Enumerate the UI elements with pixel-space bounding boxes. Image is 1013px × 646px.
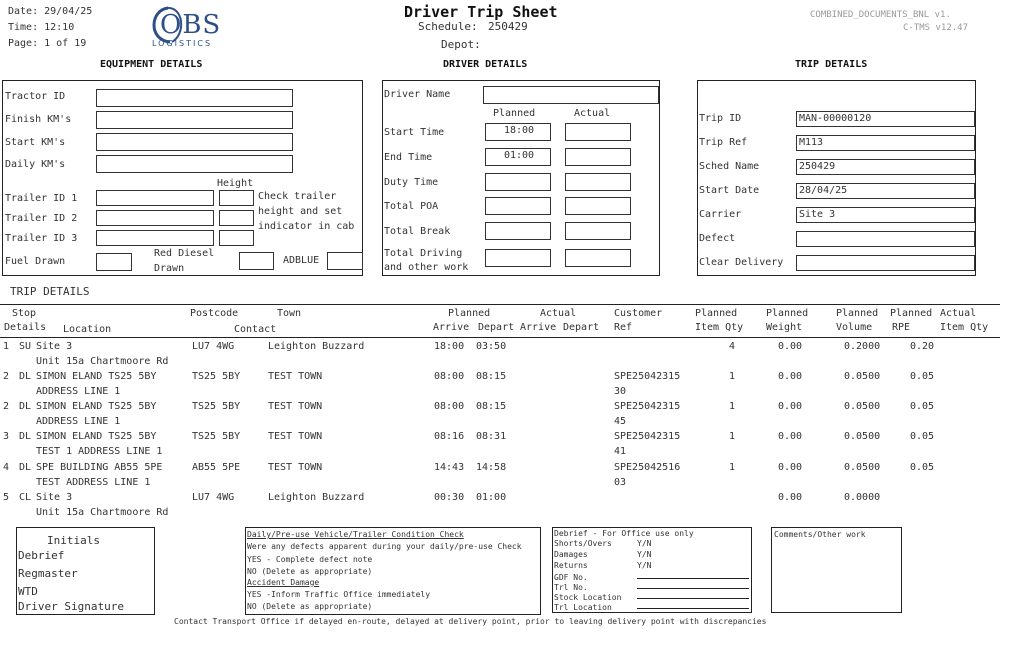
red-diesel-field[interactable] — [239, 252, 274, 270]
col-town: Town — [277, 308, 302, 319]
row-postcode: LU7 4WG — [192, 341, 235, 352]
gdf-line[interactable] — [637, 578, 749, 579]
daily-kms-label: Daily KM's — [5, 159, 66, 170]
row-postcode: TS25 5BY — [192, 401, 241, 412]
col-planned-depart: Depart — [478, 322, 515, 333]
row-planned-volume: 0.0500 — [844, 431, 881, 442]
duty-time-actual[interactable] — [565, 173, 631, 191]
col-planned-item: Planned — [695, 308, 738, 319]
sched-name-label: Sched Name — [699, 161, 760, 172]
trip-panel — [697, 80, 976, 276]
row-planned-rpe: 0.05 — [910, 462, 935, 473]
col-actual-depart: Depart — [563, 322, 600, 333]
trip-table-title: TRIP DETAILS — [10, 285, 90, 298]
trl-no-label: Trl No. — [554, 583, 588, 592]
finish-kms-label: Finish KM's — [5, 114, 72, 125]
row-stop-type: DL — [19, 462, 32, 473]
print-date: Date: 29/04/25 — [8, 6, 93, 17]
trailer-1-label: Trailer ID 1 — [5, 193, 78, 204]
height-label: Height — [217, 178, 254, 189]
row-location: SPE BUILDING AB55 5PE — [36, 462, 163, 473]
row-location: SIMON ELAND TS25 5BY — [36, 431, 157, 442]
returns-label: Returns — [554, 561, 588, 570]
company-logo — [146, 4, 226, 50]
col-planned-rpe: Planned — [890, 308, 933, 319]
trip-heading: TRIP DETAILS — [795, 59, 868, 70]
col-planned-weight: Planned — [766, 308, 809, 319]
col-item-qty-actual: Item Qty — [940, 322, 989, 333]
row-planned-qty: 1 — [729, 431, 736, 442]
row-planned-arrive: 14:43 — [434, 462, 465, 473]
row-town: Leighton Buzzard — [268, 341, 365, 352]
accident-damage-title: Accident Damage — [247, 578, 320, 587]
row-planned-depart: 03:50 — [476, 341, 507, 352]
row-location: Site 3 — [36, 492, 73, 503]
row-town: TEST TOWN — [268, 462, 323, 473]
page-title: Driver Trip Sheet — [404, 3, 558, 21]
row-planned-rpe: 0.05 — [910, 401, 935, 412]
end-time-actual[interactable] — [565, 148, 631, 166]
row-address: Unit 15a Chartmoore Rd — [36, 507, 169, 518]
total-poa-actual[interactable] — [565, 197, 631, 215]
logo-subtext: LOGISTICS — [152, 39, 213, 48]
driver-panel — [382, 80, 660, 276]
office-use-title: Debrief - For Office use only — [554, 529, 694, 538]
clear-delivery-label: Clear Delivery — [699, 257, 784, 268]
tractor-id-label: Tractor ID — [5, 91, 66, 102]
duty-time-planned[interactable] — [485, 173, 551, 191]
total-driving-actual[interactable] — [565, 249, 631, 267]
logo-text: OBS — [160, 10, 222, 40]
accident-no[interactable]: NO (Delete as appropriate) — [247, 602, 373, 611]
row-stop-number: 2 — [3, 371, 10, 382]
schedule-label: Schedule: — [418, 20, 478, 33]
condition-check-box — [245, 527, 541, 615]
row-postcode: AB55 5PE — [192, 462, 241, 473]
condition-check-title: Daily/Pre-use Vehicle/Trailer Condition Check — [247, 530, 464, 539]
row-stop-type: DL — [19, 371, 32, 382]
row-planned-volume: 0.0500 — [844, 462, 881, 473]
carrier-field[interactable]: Site 3 — [796, 207, 975, 223]
carrier-label: Carrier — [699, 209, 742, 220]
row-planned-arrive: 08:16 — [434, 431, 465, 442]
wtd-label: WTD — [18, 585, 38, 598]
row-stop-type: DL — [19, 431, 32, 442]
adblue-label: ADBLUE — [283, 255, 320, 266]
trailer-2-label: Trailer ID 2 — [5, 213, 78, 224]
stock-location-label: Stock Location — [554, 593, 622, 602]
driver-signature-label: Driver Signature — [18, 600, 124, 613]
trailer-3-field[interactable] — [96, 230, 214, 246]
col-actual-item: Actual — [940, 308, 977, 319]
row-stop-type: CL — [19, 492, 32, 503]
gdf-label: GDF No. — [554, 573, 588, 582]
trailer-3-label: Trailer ID 3 — [5, 233, 78, 244]
page-number: Page: 1 of 19 — [8, 38, 87, 49]
stock-location-line[interactable] — [637, 598, 749, 599]
row-customer-ref: SPE25042315 — [614, 431, 681, 442]
row-customer-ref: SPE25042315 — [614, 371, 681, 382]
row-stop-type: SU — [19, 341, 32, 352]
red-diesel-label-1: Red Diesel — [154, 248, 215, 259]
row-planned-arrive: 18:00 — [434, 341, 465, 352]
start-time-actual[interactable] — [565, 123, 631, 141]
row-planned-weight: 0.00 — [778, 401, 803, 412]
driver-name-label: Driver Name — [384, 89, 451, 100]
row-town: TEST TOWN — [268, 371, 323, 382]
row-customer-ref: SPE25042315 — [614, 401, 681, 412]
col-ref: Ref — [614, 322, 633, 333]
row-planned-depart: 01:00 — [476, 492, 507, 503]
schedule-value: 250429 — [488, 20, 528, 33]
row-stop-number: 2 — [3, 401, 10, 412]
finish-kms-field[interactable] — [96, 111, 293, 129]
trl-no-line[interactable] — [637, 588, 749, 589]
actual-column-label: Actual — [574, 108, 611, 119]
condition-check-yes[interactable]: YES - Complete defect note — [247, 555, 373, 564]
row-customer-ref-cont: 30 — [614, 386, 627, 397]
trip-ref-field[interactable]: M113 — [796, 135, 975, 151]
row-address: Unit 15a Chartmoore Rd — [36, 356, 169, 367]
col-planned-arrive: Arrive — [433, 322, 470, 333]
fuel-drawn-label: Fuel Drawn — [5, 256, 66, 267]
row-planned-volume: 0.2000 — [844, 341, 881, 352]
row-town: Leighton Buzzard — [268, 492, 365, 503]
trailer-2-height-field[interactable] — [219, 210, 254, 226]
row-planned-volume: 0.0000 — [844, 492, 881, 503]
row-customer-ref-cont: 45 — [614, 416, 627, 427]
table-header-rule — [0, 337, 1000, 338]
comments-label: Comments/Other work — [774, 530, 866, 539]
driver-heading: DRIVER DETAILS — [443, 59, 528, 70]
col-volume: Volume — [836, 322, 873, 333]
check-note-line-3: indicator in cab — [258, 221, 355, 232]
trailer-2-field[interactable] — [96, 210, 214, 226]
accident-yes[interactable]: YES -Inform Traffic Office immediately — [247, 590, 431, 599]
trip-id-field[interactable]: MAN-00000120 — [796, 111, 975, 127]
row-address: TEST ADDRESS LINE 1 — [36, 477, 151, 488]
comments-box[interactable] — [771, 527, 902, 613]
total-break-label: Total Break — [384, 226, 451, 237]
row-planned-qty: 4 — [729, 341, 736, 352]
row-planned-weight: 0.00 — [778, 492, 803, 503]
total-driving-planned[interactable] — [485, 249, 551, 267]
red-diesel-label-2: Drawn — [154, 263, 185, 274]
table-top-rule — [0, 304, 1000, 305]
row-planned-weight: 0.00 — [778, 431, 803, 442]
row-stop-number: 5 — [3, 492, 10, 503]
total-poa-planned[interactable] — [485, 197, 551, 215]
col-location: Location — [63, 324, 112, 335]
sched-name-field[interactable]: 250429 — [796, 159, 975, 175]
row-planned-depart: 08:15 — [476, 371, 507, 382]
trailer-1-height-field[interactable] — [219, 190, 254, 206]
doc-code: COMBINED_DOCUMENTS_BNL v1. — [810, 10, 951, 20]
row-postcode: TS25 5BY — [192, 431, 241, 442]
driver-name-field[interactable] — [483, 86, 659, 104]
row-town: TEST TOWN — [268, 431, 323, 442]
shorts-overs-label: Shorts/Overs — [554, 539, 612, 548]
row-planned-qty: 1 — [729, 401, 736, 412]
row-address: TEST 1 ADDRESS LINE 1 — [36, 446, 163, 457]
equipment-heading: EQUIPMENT DETAILS — [100, 59, 203, 70]
trailer-3-height-field[interactable] — [219, 230, 254, 246]
duty-time-label: Duty Time — [384, 177, 439, 188]
row-planned-arrive: 08:00 — [434, 371, 465, 382]
row-town: TEST TOWN — [268, 401, 323, 412]
condition-check-question: Were any defects apparent during your daily/pre-use Check — [247, 542, 522, 551]
start-date-field[interactable]: 28/04/25 — [796, 183, 975, 199]
col-contact: Contact — [234, 324, 277, 335]
row-planned-volume: 0.0500 — [844, 401, 881, 412]
check-note-line-2: height and set — [258, 206, 343, 217]
col-item-qty: Item Qty — [695, 322, 744, 333]
total-break-planned[interactable] — [485, 222, 551, 240]
row-customer-ref: SPE25042516 — [614, 462, 681, 473]
print-time: Time: 12:10 — [8, 22, 75, 33]
defect-field[interactable] — [796, 231, 975, 247]
initials-label: Initials — [47, 534, 100, 547]
row-customer-ref-cont: 03 — [614, 477, 627, 488]
row-location: SIMON ELAND TS25 5BY — [36, 401, 157, 412]
end-time-planned[interactable]: 01:00 — [485, 148, 551, 166]
trip-ref-label: Trip Ref — [699, 137, 748, 148]
row-planned-rpe: 0.05 — [910, 431, 935, 442]
check-note-line-1: Check trailer — [258, 191, 337, 202]
fuel-drawn-field[interactable] — [96, 253, 132, 271]
condition-check-no[interactable]: NO (Delete as appropriate) — [247, 567, 373, 576]
defect-label: Defect — [699, 233, 736, 244]
col-stop: Stop — [12, 308, 37, 319]
row-location: Site 3 — [36, 341, 73, 352]
row-planned-weight: 0.00 — [778, 371, 803, 382]
total-driving-label-2: and other work — [384, 262, 469, 273]
row-postcode: TS25 5BY — [192, 371, 241, 382]
row-customer-ref-cont: 41 — [614, 446, 627, 457]
contact-note: Contact Transport Office if delayed en-route, delayed at delivery point, prior to leaving delivery point with discrepancies — [174, 617, 767, 626]
trailer-1-field[interactable] — [96, 190, 214, 206]
equipment-panel — [2, 80, 363, 276]
row-postcode: LU7 4WG — [192, 492, 235, 503]
regmaster-label: Regmaster — [18, 567, 78, 580]
col-details: Details — [4, 322, 47, 333]
row-address: ADDRESS LINE 1 — [36, 386, 121, 397]
row-planned-weight: 0.00 — [778, 341, 803, 352]
row-planned-rpe: 0.20 — [910, 341, 935, 352]
row-planned-qty: 1 — [729, 462, 736, 473]
start-kms-label: Start KM's — [5, 137, 66, 148]
row-planned-rpe: 0.05 — [910, 371, 935, 382]
row-stop-number: 3 — [3, 431, 10, 442]
trl-location-line[interactable] — [637, 608, 749, 609]
col-actual-arrive: Arrive — [520, 322, 557, 333]
row-planned-depart: 08:15 — [476, 401, 507, 412]
row-address: ADDRESS LINE 1 — [36, 416, 121, 427]
row-location: SIMON ELAND TS25 5BY — [36, 371, 157, 382]
trl-location-label: Trl Location — [554, 603, 612, 612]
planned-column-label: Planned — [493, 108, 536, 119]
col-postcode: Postcode — [190, 308, 239, 319]
depot-label: Depot: — [441, 38, 481, 51]
col-planned: Planned — [448, 308, 491, 319]
row-planned-volume: 0.0500 — [844, 371, 881, 382]
col-customer: Customer — [614, 308, 663, 319]
start-time-planned[interactable]: 18:00 — [485, 123, 551, 141]
row-planned-qty: 1 — [729, 371, 736, 382]
debrief-label: Debrief — [18, 549, 65, 562]
col-rpe: RPE — [892, 322, 911, 333]
adblue-field[interactable] — [327, 252, 363, 270]
start-date-label: Start Date — [699, 185, 760, 196]
system-version: C-TMS v12.47 — [903, 23, 969, 33]
row-planned-weight: 0.00 — [778, 462, 803, 473]
trip-id-label: Trip ID — [699, 113, 742, 124]
total-break-actual[interactable] — [565, 222, 631, 240]
row-planned-arrive: 08:00 — [434, 401, 465, 412]
row-stop-type: DL — [19, 401, 32, 412]
tractor-id-field[interactable] — [96, 89, 293, 107]
row-planned-depart: 14:58 — [476, 462, 507, 473]
initials-box — [16, 527, 155, 615]
row-stop-number: 4 — [3, 462, 10, 473]
row-planned-arrive: 00:30 — [434, 492, 465, 503]
col-weight: Weight — [766, 322, 803, 333]
start-kms-field[interactable] — [96, 133, 293, 151]
total-driving-label-1: Total Driving — [384, 248, 463, 259]
col-planned-volume: Planned — [836, 308, 879, 319]
row-stop-number: 1 — [3, 341, 10, 352]
end-time-label: End Time — [384, 152, 433, 163]
clear-delivery-field[interactable] — [796, 255, 975, 271]
damages-yn[interactable]: Y/N — [637, 550, 652, 559]
row-planned-depart: 08:31 — [476, 431, 507, 442]
col-actual: Actual — [540, 308, 577, 319]
office-use-box — [552, 527, 752, 613]
returns-yn[interactable]: Y/N — [637, 561, 652, 570]
total-poa-label: Total POA — [384, 201, 439, 212]
damages-label: Damages — [554, 550, 588, 559]
shorts-overs-yn[interactable]: Y/N — [637, 539, 652, 548]
daily-kms-field[interactable] — [96, 155, 293, 173]
start-time-label: Start Time — [384, 127, 445, 138]
